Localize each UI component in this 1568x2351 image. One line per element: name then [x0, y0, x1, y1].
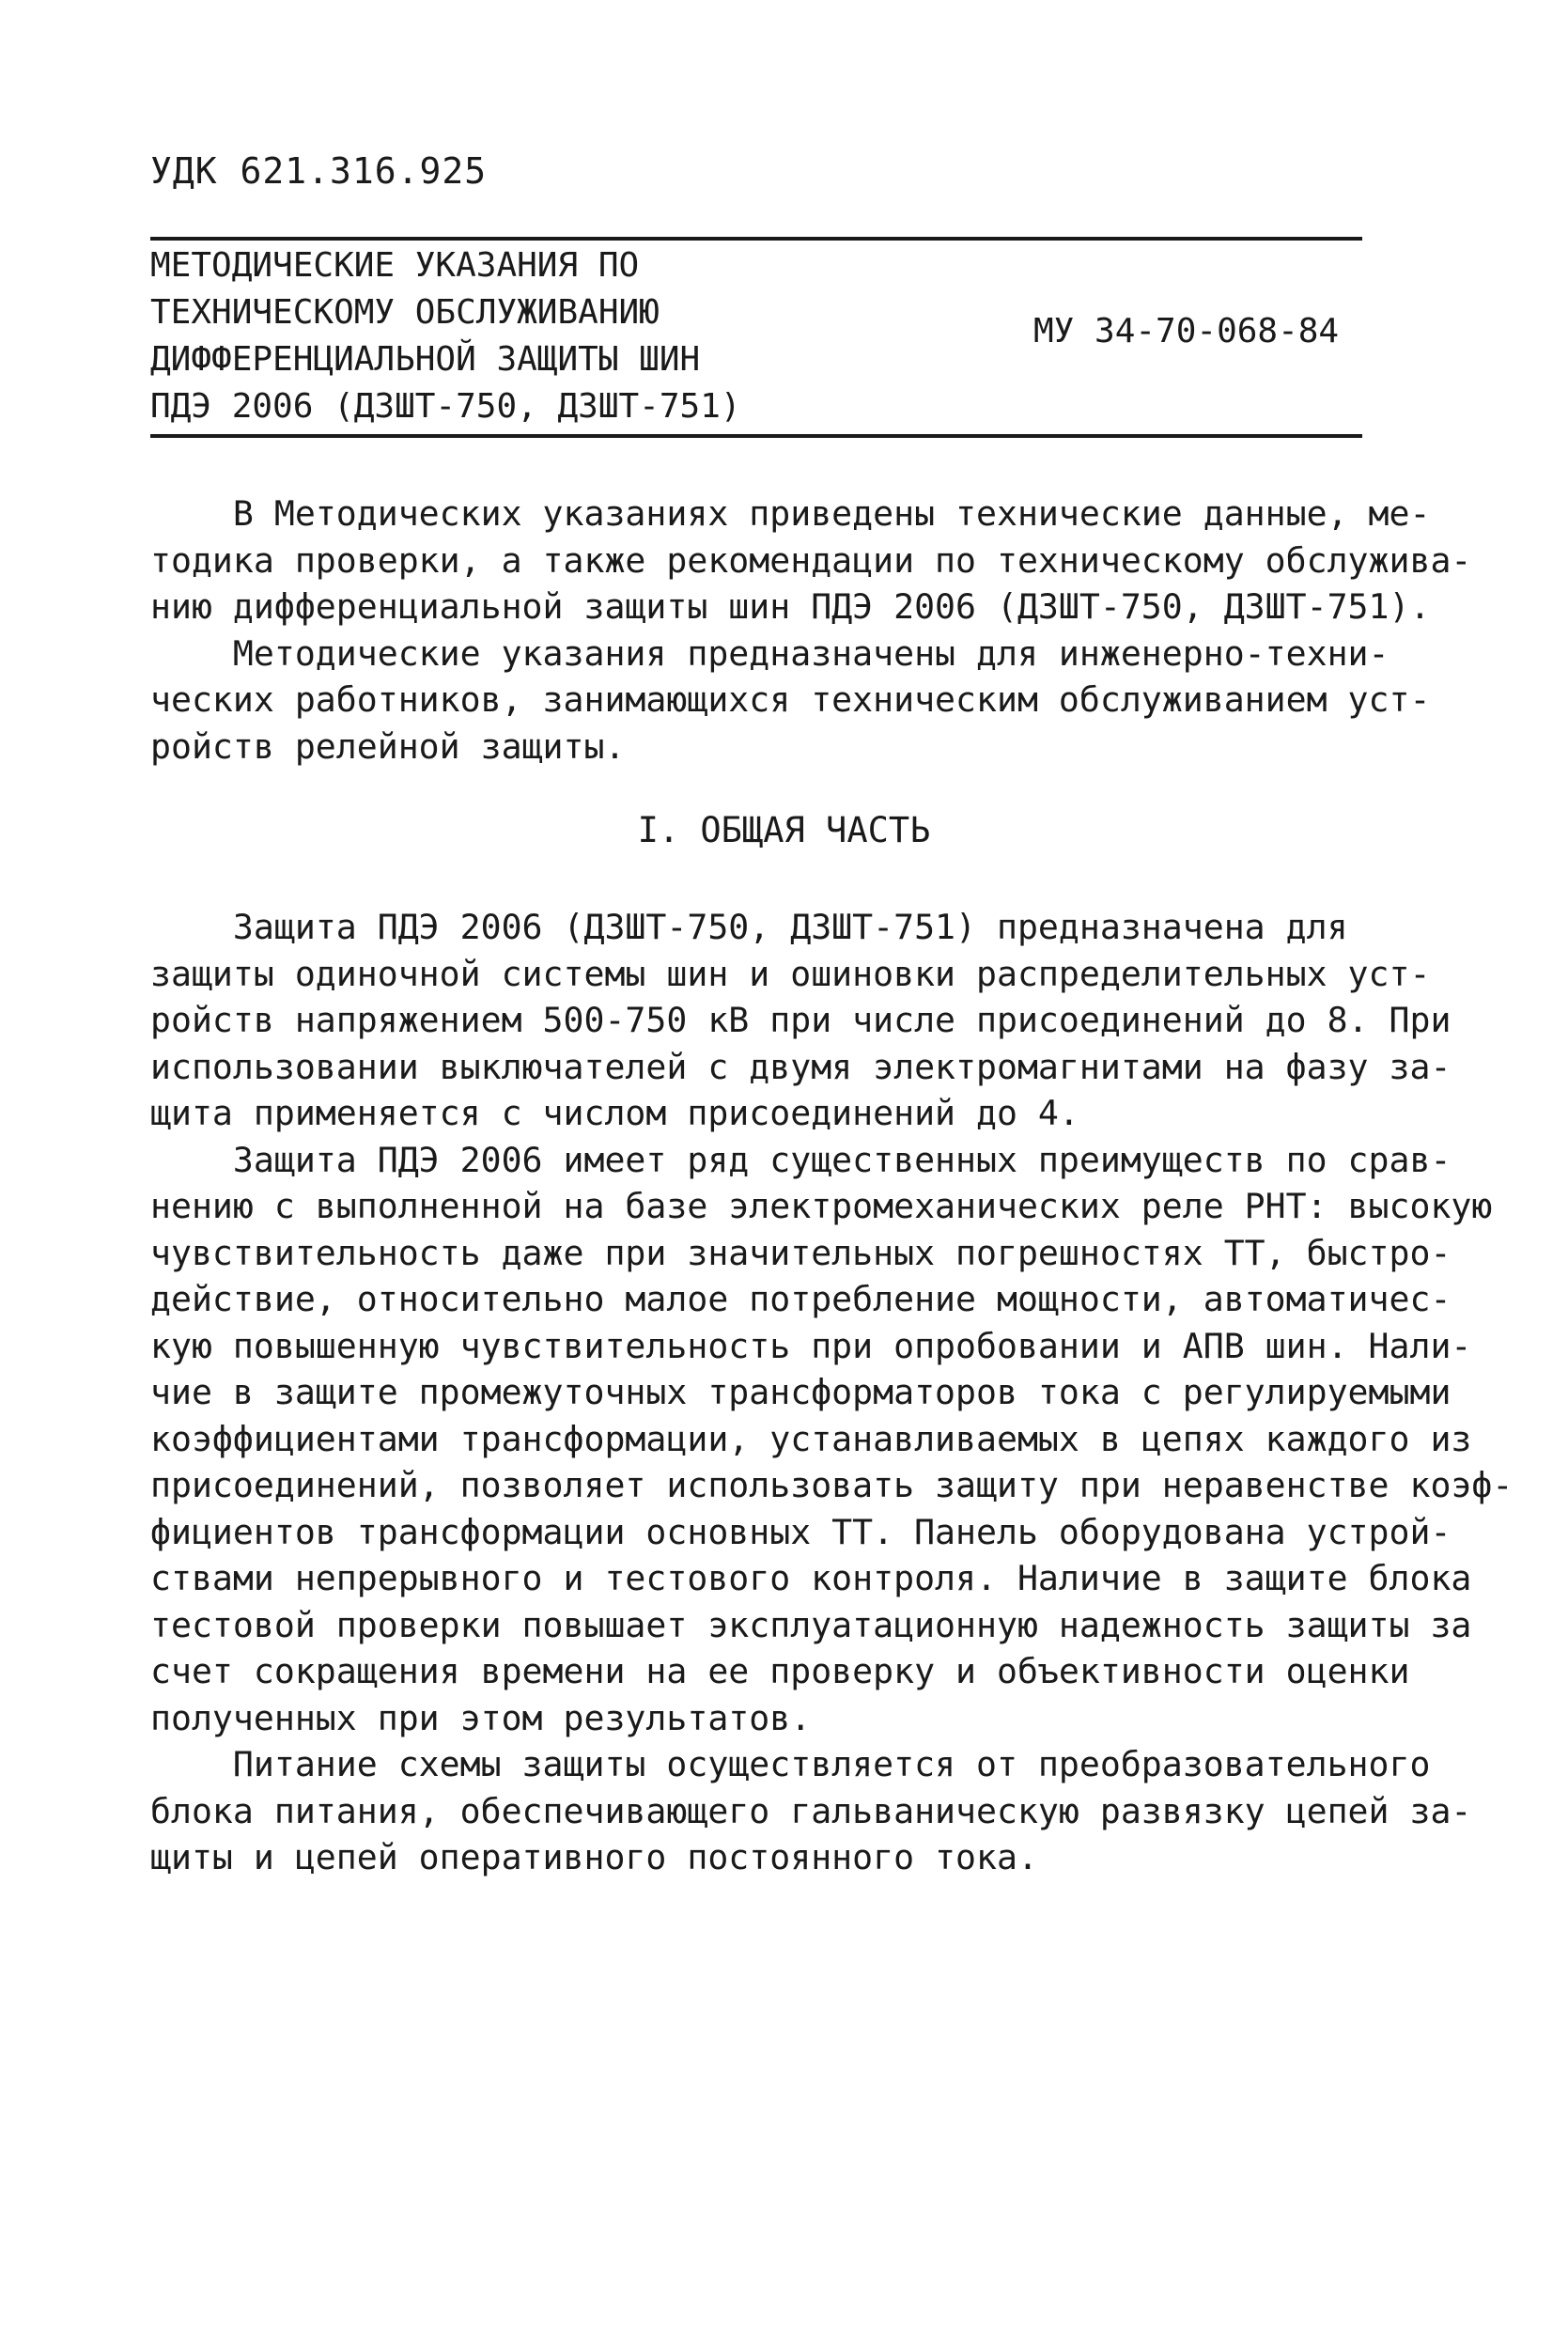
body-line: использовании выключателей с двумя электромагнитами на фазу за- [150, 1046, 1452, 1087]
body-line: щита применяется с числом присоединений до 4. [150, 1093, 1079, 1133]
body-line: полученных при этом результатов. [150, 1697, 812, 1738]
title-line: ПДЭ 2006 (ДЗШТ-750, ДЗШТ-751) [150, 387, 741, 426]
section-heading: I. ОБЩАЯ ЧАСТЬ [637, 810, 931, 850]
body-line: чувствительность даже при значительных погрешностях ТТ, быстро- [150, 1232, 1452, 1273]
body-line: коэффициентами трансформации, устанавливаемых в цепях каждого из [150, 1418, 1472, 1459]
intro-line: ческих работников, занимающихся техническим обслуживанием уст- [150, 679, 1431, 720]
body-line: Защита ПДЭ 2006 (ДЗШТ-750, ДЗШТ-751) предназначена для [150, 907, 1348, 947]
intro-line: тодика проверки, а также рекомендации по техническому обслужива- [150, 539, 1472, 581]
document-title [150, 242, 864, 430]
body-line: нению с выполненной на базе электромеханических реле РНТ: высокую [150, 1186, 1493, 1226]
intro-line: В Методических указаниях приведены технические данные, ме- [150, 493, 1431, 534]
body-line: Питание схемы защиты осуществляется от преобразовательного [150, 1744, 1431, 1784]
intro-line: нию дифференциальной защиты шин ПДЭ 2006 (ДЗШТ-750, ДЗШТ-751). [150, 586, 1431, 627]
body-line: ройств напряжением 500-750 кВ при числе присоединений до 8. При [150, 1000, 1452, 1040]
body-line: кую повышенную чувствительность при опробовании и АПВ шин. Нали- [150, 1325, 1472, 1366]
intro-paragraphs [150, 490, 1472, 770]
title-line: МЕТОДИЧЕСКИЕ УКАЗАНИЯ ПО [150, 246, 640, 285]
body-line: чие в защите промежуточных трансформаторов тока с регулируемыми [150, 1372, 1452, 1412]
body-line: ствами непрерывного и тестового контроля. Наличие в защите блока [150, 1558, 1472, 1598]
body-line: фициентов трансформации основных ТТ. Панель оборудована устрой- [150, 1511, 1452, 1552]
document-number: МУ 34-70-068-84 [1033, 312, 1340, 350]
header-rule-bottom [150, 434, 1362, 438]
body-line: защиты одиночной системы шин и ошиновки распределительных уст- [150, 953, 1431, 994]
intro-line: ройств релейной защиты. [150, 725, 626, 767]
title-line: ТЕХНИЧЕСКОМУ ОБСЛУЖИВАНИЮ [150, 293, 660, 332]
body-line: блока питания, обеспечивающего гальваническую развязку цепей за- [150, 1790, 1472, 1831]
section-body [150, 904, 1514, 1881]
body-line: присоединений, позволяет использовать защиту при неравенстве коэф- [150, 1465, 1514, 1505]
intro-line: Методические указания предназначены для инженерно-техни- [150, 632, 1389, 674]
title-line: ДИФФЕРЕНЦИАЛЬНОЙ ЗАЩИТЫ ШИН [150, 340, 701, 379]
header-rule-top [150, 237, 1362, 241]
body-line: тестовой проверки повышает эксплуатационную надежность защиты за [150, 1604, 1472, 1645]
body-line: действие, относительно малое потребление мощности, автоматичес- [150, 1279, 1452, 1319]
body-line: Защита ПДЭ 2006 имеет ряд существенных преимуществ по срав- [150, 1139, 1452, 1180]
body-line: щиты и цепей оперативного постоянного тока. [150, 1837, 1038, 1877]
body-line: счет сокращения времени на ее проверку и объективности оценки [150, 1651, 1410, 1691]
udk-code: УДК 621.316.925 [150, 150, 488, 192]
